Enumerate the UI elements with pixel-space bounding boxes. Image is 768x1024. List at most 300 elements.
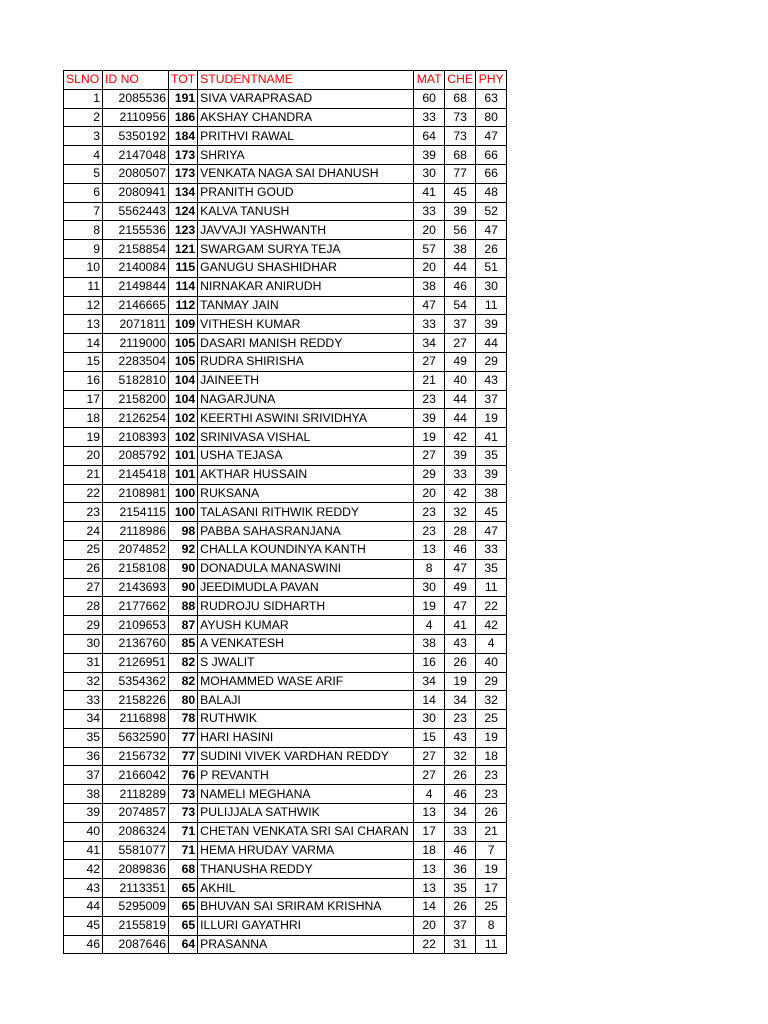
cell-che: 32 [445,747,476,766]
cell-mat: 20 [414,916,445,935]
cell-tot: 104 [169,390,198,409]
cell-studentname: JAVVAJI YASHWANTH [198,221,414,240]
cell-studentname: TALASANI RITHWIK REDDY [198,503,414,522]
table-row [64,766,507,785]
cell-che: 44 [445,258,476,277]
cell-studentname: RUDRA SHIRISHA [198,352,414,371]
cell-phy: 19 [476,728,507,747]
cell-studentname: TANMAY JAIN [198,296,414,315]
table-row [64,334,507,353]
cell-phy: 23 [476,785,507,804]
cell-che: 68 [445,89,476,108]
cell-studentname: SWARGAM SURYA TEJA [198,240,414,259]
table-row [64,202,507,221]
cell-idno: 5295009 [103,898,169,917]
table-row [64,597,507,616]
cell-phy: 30 [476,277,507,296]
cell-phy: 11 [476,578,507,597]
cell-slno: 33 [64,691,103,710]
cell-idno: 2283504 [103,352,169,371]
table-row [64,296,507,315]
cell-che: 26 [445,766,476,785]
cell-slno: 12 [64,296,103,315]
header-mat: MAT [414,71,445,90]
cell-tot: 73 [169,785,198,804]
cell-che: 43 [445,728,476,747]
cell-phy: 19 [476,409,507,428]
cell-che: 34 [445,691,476,710]
cell-tot: 65 [169,916,198,935]
table-row [64,315,507,334]
header-phy: PHY [476,71,507,90]
cell-che: 39 [445,202,476,221]
cell-idno: 2108981 [103,484,169,503]
header-idno: ID NO [103,71,169,90]
cell-mat: 22 [414,935,445,954]
cell-slno: 27 [64,578,103,597]
cell-studentname: SRINIVASA VISHAL [198,428,414,447]
table-row [64,221,507,240]
cell-idno: 5182810 [103,371,169,390]
cell-studentname: PRANITH GOUD [198,183,414,202]
cell-tot: 101 [169,446,198,465]
cell-idno: 5581077 [103,841,169,860]
table-row [64,728,507,747]
cell-studentname: KALVA TANUSH [198,202,414,221]
cell-studentname: USHA TEJASA [198,446,414,465]
cell-studentname: AKHIL [198,879,414,898]
cell-tot: 102 [169,428,198,447]
cell-che: 42 [445,428,476,447]
cell-slno: 20 [64,446,103,465]
cell-tot: 90 [169,578,198,597]
cell-studentname: VITHESH KUMAR [198,315,414,334]
cell-phy: 45 [476,503,507,522]
cell-slno: 29 [64,616,103,635]
cell-slno: 37 [64,766,103,785]
table-row [64,710,507,729]
cell-tot: 98 [169,522,198,541]
cell-idno: 2126254 [103,409,169,428]
cell-tot: 109 [169,315,198,334]
cell-che: 41 [445,616,476,635]
cell-slno: 1 [64,89,103,108]
cell-mat: 20 [414,484,445,503]
cell-phy: 66 [476,146,507,165]
cell-slno: 19 [64,428,103,447]
table-row [64,747,507,766]
cell-mat: 19 [414,428,445,447]
cell-tot: 73 [169,804,198,823]
cell-idno: 2116898 [103,710,169,729]
cell-che: 34 [445,804,476,823]
table-row [64,127,507,146]
cell-studentname: NAMELI MEGHANA [198,785,414,804]
cell-tot: 65 [169,898,198,917]
table-row [64,578,507,597]
cell-phy: 35 [476,446,507,465]
cell-che: 45 [445,183,476,202]
cell-tot: 100 [169,503,198,522]
cell-phy: 22 [476,597,507,616]
cell-idno: 2146665 [103,296,169,315]
table-row [64,89,507,108]
cell-slno: 44 [64,898,103,917]
cell-studentname: HEMA HRUDAY VARMA [198,841,414,860]
cell-mat: 33 [414,202,445,221]
cell-slno: 36 [64,747,103,766]
cell-idno: 2149844 [103,277,169,296]
table-row [64,522,507,541]
cell-studentname: CHALLA KOUNDINYA KANTH [198,540,414,559]
cell-mat: 13 [414,879,445,898]
table-row [64,164,507,183]
cell-tot: 104 [169,371,198,390]
cell-tot: 105 [169,334,198,353]
cell-phy: 21 [476,822,507,841]
cell-mat: 4 [414,785,445,804]
cell-che: 23 [445,710,476,729]
cell-phy: 8 [476,916,507,935]
cell-che: 44 [445,409,476,428]
cell-mat: 38 [414,634,445,653]
cell-slno: 21 [64,465,103,484]
cell-slno: 3 [64,127,103,146]
table-row [64,465,507,484]
cell-mat: 39 [414,409,445,428]
table-row [64,634,507,653]
cell-mat: 34 [414,334,445,353]
table-row [64,352,507,371]
cell-studentname: PRITHVI RAWAL [198,127,414,146]
cell-slno: 17 [64,390,103,409]
table-row [64,898,507,917]
cell-phy: 40 [476,653,507,672]
cell-phy: 23 [476,766,507,785]
cell-mat: 13 [414,804,445,823]
cell-slno: 28 [64,597,103,616]
cell-phy: 39 [476,465,507,484]
cell-slno: 22 [64,484,103,503]
cell-slno: 14 [64,334,103,353]
cell-mat: 8 [414,559,445,578]
cell-slno: 7 [64,202,103,221]
cell-che: 40 [445,371,476,390]
table-row [64,390,507,409]
cell-tot: 121 [169,240,198,259]
cell-mat: 23 [414,390,445,409]
cell-phy: 29 [476,352,507,371]
cell-idno: 2140084 [103,258,169,277]
cell-phy: 43 [476,371,507,390]
cell-che: 27 [445,334,476,353]
cell-tot: 115 [169,258,198,277]
cell-studentname: PRASANNA [198,935,414,954]
cell-slno: 6 [64,183,103,202]
table-row [64,428,507,447]
table-row [64,691,507,710]
cell-slno: 15 [64,352,103,371]
cell-idno: 2074857 [103,804,169,823]
cell-tot: 184 [169,127,198,146]
cell-mat: 19 [414,597,445,616]
cell-slno: 4 [64,146,103,165]
cell-tot: 68 [169,860,198,879]
cell-idno: 2080507 [103,164,169,183]
cell-idno: 2136760 [103,634,169,653]
cell-tot: 71 [169,841,198,860]
cell-idno: 2166042 [103,766,169,785]
cell-phy: 52 [476,202,507,221]
table-row [64,277,507,296]
cell-tot: 173 [169,146,198,165]
cell-phy: 7 [476,841,507,860]
cell-slno: 26 [64,559,103,578]
cell-idno: 5354362 [103,672,169,691]
cell-che: 32 [445,503,476,522]
cell-che: 33 [445,465,476,484]
cell-mat: 64 [414,127,445,146]
cell-che: 73 [445,127,476,146]
cell-mat: 60 [414,89,445,108]
cell-phy: 26 [476,240,507,259]
cell-mat: 57 [414,240,445,259]
cell-che: 47 [445,597,476,616]
table-row [64,108,507,127]
cell-phy: 80 [476,108,507,127]
cell-tot: 82 [169,653,198,672]
cell-phy: 17 [476,879,507,898]
table-row [64,446,507,465]
cell-tot: 88 [169,597,198,616]
cell-slno: 2 [64,108,103,127]
cell-studentname: CHETAN VENKATA SRI SAI CHARAN [198,822,414,841]
cell-tot: 80 [169,691,198,710]
cell-idno: 2155819 [103,916,169,935]
header-che: CHE [445,71,476,90]
cell-che: 33 [445,822,476,841]
cell-mat: 14 [414,691,445,710]
cell-tot: 100 [169,484,198,503]
cell-mat: 30 [414,710,445,729]
cell-phy: 29 [476,672,507,691]
cell-slno: 24 [64,522,103,541]
cell-tot: 78 [169,710,198,729]
cell-idno: 2119000 [103,334,169,353]
cell-che: 46 [445,841,476,860]
table-row [64,785,507,804]
cell-idno: 2145418 [103,465,169,484]
cell-mat: 34 [414,672,445,691]
cell-idno: 2087646 [103,935,169,954]
cell-tot: 112 [169,296,198,315]
cell-mat: 17 [414,822,445,841]
cell-slno: 40 [64,822,103,841]
cell-phy: 63 [476,89,507,108]
table-row [64,672,507,691]
cell-slno: 25 [64,540,103,559]
cell-slno: 8 [64,221,103,240]
cell-slno: 13 [64,315,103,334]
cell-studentname: GANUGU SHASHIDHAR [198,258,414,277]
cell-che: 38 [445,240,476,259]
cell-phy: 4 [476,634,507,653]
table-row [64,409,507,428]
cell-che: 49 [445,352,476,371]
cell-tot: 64 [169,935,198,954]
cell-studentname: JEEDIMUDLA PAVAN [198,578,414,597]
cell-studentname: PABBA SAHASRANJANA [198,522,414,541]
cell-idno: 2118289 [103,785,169,804]
cell-che: 46 [445,540,476,559]
cell-che: 28 [445,522,476,541]
cell-che: 31 [445,935,476,954]
cell-idno: 2086324 [103,822,169,841]
cell-slno: 41 [64,841,103,860]
cell-phy: 42 [476,616,507,635]
cell-phy: 47 [476,221,507,240]
cell-slno: 43 [64,879,103,898]
cell-studentname: JAINEETH [198,371,414,390]
cell-slno: 31 [64,653,103,672]
table-row [64,371,507,390]
cell-idno: 2109653 [103,616,169,635]
table-row [64,841,507,860]
table-row [64,484,507,503]
cell-phy: 32 [476,691,507,710]
table-row [64,146,507,165]
cell-tot: 123 [169,221,198,240]
cell-idno: 2118986 [103,522,169,541]
cell-studentname: NIRNAKAR ANIRUDH [198,277,414,296]
cell-phy: 19 [476,860,507,879]
table-row [64,540,507,559]
cell-studentname: PULIJJALA SATHWIK [198,804,414,823]
cell-tot: 82 [169,672,198,691]
table-row [64,653,507,672]
cell-che: 44 [445,390,476,409]
cell-idno: 2089836 [103,860,169,879]
table-row [64,183,507,202]
cell-mat: 30 [414,164,445,183]
cell-mat: 23 [414,503,445,522]
cell-mat: 27 [414,747,445,766]
table-row [64,616,507,635]
cell-mat: 21 [414,371,445,390]
cell-idno: 2158854 [103,240,169,259]
cell-studentname: SUDINI VIVEK VARDHAN REDDY [198,747,414,766]
cell-slno: 39 [64,804,103,823]
cell-mat: 20 [414,221,445,240]
cell-mat: 13 [414,860,445,879]
cell-phy: 35 [476,559,507,578]
cell-studentname: AKTHAR HUSSAIN [198,465,414,484]
cell-mat: 41 [414,183,445,202]
cell-phy: 38 [476,484,507,503]
cell-slno: 30 [64,634,103,653]
cell-mat: 14 [414,898,445,917]
cell-studentname: RUTHWIK [198,710,414,729]
cell-che: 19 [445,672,476,691]
table-row [64,822,507,841]
cell-mat: 38 [414,277,445,296]
cell-studentname: P REVANTH [198,766,414,785]
cell-slno: 18 [64,409,103,428]
cell-che: 37 [445,916,476,935]
cell-studentname: SIVA VARAPRASAD [198,89,414,108]
cell-idno: 2147048 [103,146,169,165]
cell-tot: 101 [169,465,198,484]
cell-che: 46 [445,277,476,296]
cell-studentname: RUKSANA [198,484,414,503]
cell-che: 47 [445,559,476,578]
cell-tot: 71 [169,822,198,841]
cell-idno: 2113351 [103,879,169,898]
cell-studentname: AYUSH KUMAR [198,616,414,635]
table-row [64,240,507,259]
cell-studentname: RUDROJU SIDHARTH [198,597,414,616]
cell-tot: 105 [169,352,198,371]
cell-idno: 2071811 [103,315,169,334]
cell-mat: 23 [414,522,445,541]
table-row [64,935,507,954]
cell-phy: 44 [476,334,507,353]
cell-phy: 37 [476,390,507,409]
results-table [63,70,507,954]
cell-studentname: THANUSHA REDDY [198,860,414,879]
cell-idno: 2080941 [103,183,169,202]
cell-studentname: VENKATA NAGA SAI DHANUSH [198,164,414,183]
cell-che: 36 [445,860,476,879]
cell-slno: 5 [64,164,103,183]
cell-phy: 66 [476,164,507,183]
cell-studentname: S JWALIT [198,653,414,672]
header-studentname: STUDENTNAME [198,71,414,90]
cell-slno: 16 [64,371,103,390]
cell-studentname: AKSHAY CHANDRA [198,108,414,127]
cell-mat: 20 [414,258,445,277]
cell-slno: 9 [64,240,103,259]
cell-tot: 92 [169,540,198,559]
cell-studentname: A VENKATESH [198,634,414,653]
table-row [64,559,507,578]
header-row [64,71,507,90]
cell-tot: 90 [169,559,198,578]
cell-che: 77 [445,164,476,183]
cell-tot: 114 [169,277,198,296]
cell-mat: 47 [414,296,445,315]
cell-mat: 33 [414,108,445,127]
cell-mat: 27 [414,352,445,371]
cell-mat: 33 [414,315,445,334]
cell-studentname: BHUVAN SAI SRIRAM KRISHNA [198,898,414,917]
cell-idno: 2158200 [103,390,169,409]
cell-tot: 186 [169,108,198,127]
cell-idno: 2085792 [103,446,169,465]
cell-idno: 2155536 [103,221,169,240]
cell-idno: 5562443 [103,202,169,221]
cell-idno: 2074852 [103,540,169,559]
cell-che: 68 [445,146,476,165]
table-body [64,89,507,954]
cell-tot: 85 [169,634,198,653]
table-row [64,258,507,277]
cell-tot: 77 [169,747,198,766]
cell-mat: 18 [414,841,445,860]
cell-slno: 38 [64,785,103,804]
cell-phy: 25 [476,710,507,729]
cell-slno: 42 [64,860,103,879]
